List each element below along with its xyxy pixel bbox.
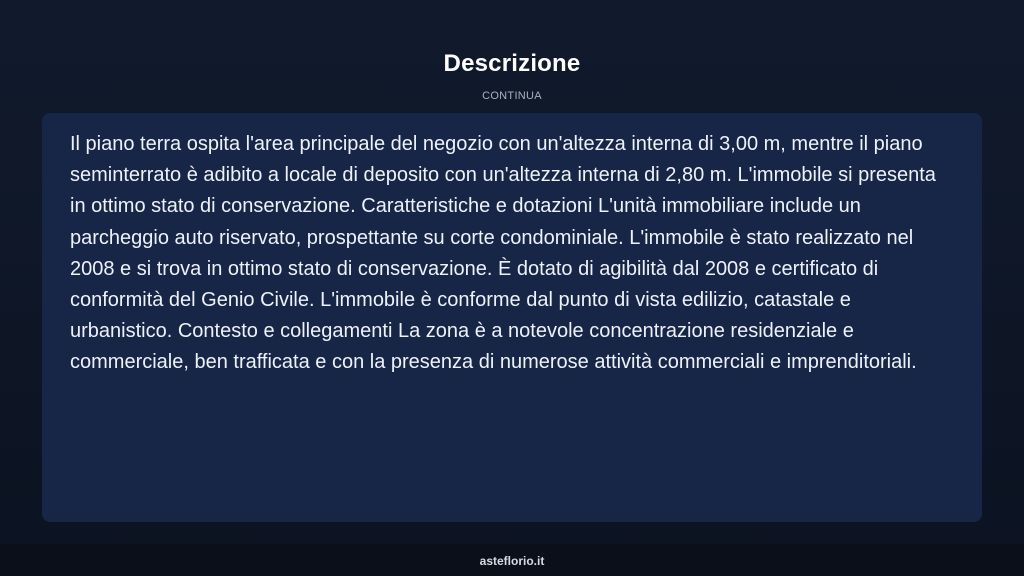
continua-label: CONTINUA	[482, 90, 542, 102]
footer-site-label: asteflorio.it	[479, 554, 545, 568]
description-card	[42, 113, 982, 522]
description-text: Il piano terra ospita l'area principale del negozio con un'altezza interna di 3,00 m, mentre il piano seminterrato è adibito a locale di deposito con un'altezza interna di 2,80 m. L'immobile si presenta in ottimo stato di conservazione. Caratteristiche e dotazioni L'unità immobiliare include un parcheggio auto riservato, prospettante su corte condominiale. L'immobile è stato realizzato nel 2008 e si trova in ottimo stato di conservazione. È dotato di agibilità dal 2008 e certificato di conformità del Genio Civile. L'immobile è conforme dal punto di vista edilizio, catastale e urbanistico. Contesto e collegamenti La zona è a notevole concentrazione residenziale e commerciale, ben trafficata e con la presenza di numerose attività commerciali e imprenditoriali.	[70, 133, 936, 374]
page-title: Descrizione	[443, 50, 581, 77]
footer-bar	[0, 544, 1024, 576]
